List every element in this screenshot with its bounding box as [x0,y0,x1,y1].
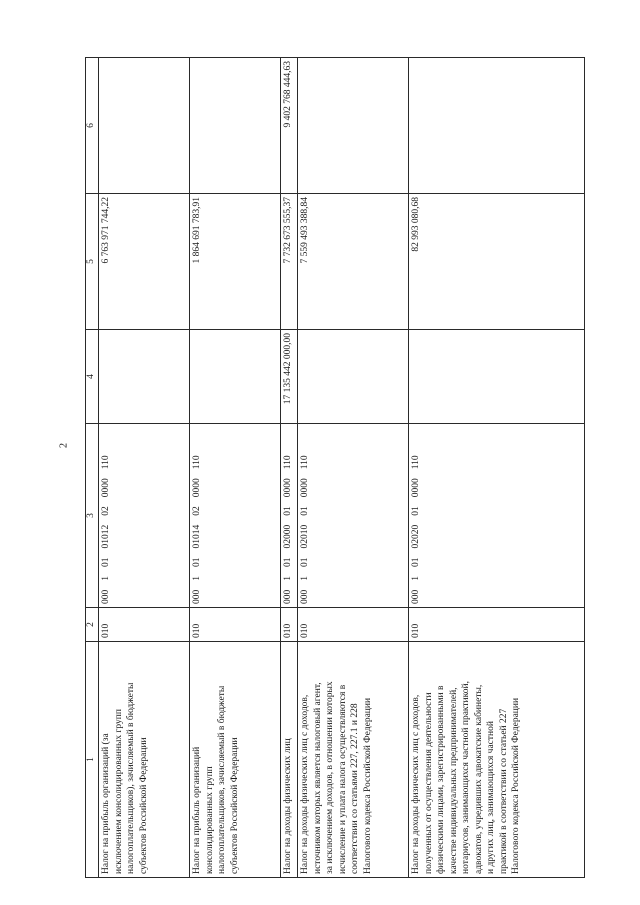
row-col6 [409,58,585,194]
name-line: адвокатов, учредивших адвокатские кабинеты, [473,684,484,874]
page-number: 2 [58,443,70,448]
row-name [281,642,298,878]
name-line: Налог на доходы физических лиц с доходов, [411,694,422,874]
row-name [409,642,585,878]
name-line: Налог на доходы физических лиц [283,738,294,874]
row-col5: 7 559 493 388,84 [298,194,409,330]
row-col4: 17 135 442 000,00 [281,330,298,424]
row-code: 010 [281,608,298,642]
row-code: 010 [409,608,585,642]
row-kbk: 00010101012020000110 [99,424,190,608]
row-col5: 6 763 971 744,22 [99,194,190,330]
name-line: субъектов Российской Федерации [229,737,240,874]
row-col5: 7 732 673 555,37 [281,194,298,330]
row-kbk: 00010101014020000110 [190,424,281,608]
row-col6 [99,58,190,194]
name-line: Налогового кодекса Российской Федерации [511,697,522,874]
income-table [85,57,585,878]
name-line: за исключением доходов, в отношении которых [325,681,336,874]
name-line: налогоплательщиков, зачисляемый в бюджеты [217,685,228,874]
name-line: источником которых является налоговый агент, [312,682,323,874]
row-col4 [99,330,190,424]
header-row [86,58,99,878]
row-col4 [409,330,585,424]
table-row [190,58,281,878]
row-col4 [298,330,409,424]
name-line: Налогового кодекса Российской Федерации [362,697,373,874]
name-line: исключением консолидированных групп [113,709,124,874]
name-line: Налог на прибыль организаций [192,746,203,874]
table-row [281,58,298,878]
row-col5: 1 864 691 783,91 [190,194,281,330]
row-name [190,642,281,878]
name-line: исчисление и уплата налога осуществляются в [337,684,348,874]
header-col-6: 6 [86,58,99,194]
header-col-5: 5 [86,194,99,330]
table-row [298,58,409,878]
name-line: соответствии со статьями 227, 227.1 и 228 [350,703,361,874]
row-kbk: 00010102000010000110 [281,424,298,608]
header-col-1: 1 [86,642,99,878]
row-code: 010 [298,608,409,642]
name-line: и других лиц, занимающихся частной [486,721,497,874]
row-col5: 82 993 080,68 [409,194,585,330]
header-col-3: 3 [86,424,99,608]
row-col6: 9 402 768 444,63 [281,58,298,194]
name-line: субъектов Российской Федерации [138,737,149,874]
name-line: практикой в соответствии со статьей 227 [498,708,509,874]
document-frame [85,58,585,878]
name-line: физическими лицами, зарегистрированными в [436,685,447,874]
name-line: нотариусов, занимающихся частной практикой, [461,681,472,874]
name-line: Налог на прибыль организаций (за [101,733,111,874]
row-kbk: 00010102020010000110 [409,424,585,608]
row-col6 [298,58,409,194]
table-row [99,58,190,878]
row-code: 010 [99,608,190,642]
row-col4 [190,330,281,424]
name-line: Налог на доходы физических лиц с доходов, [300,694,311,874]
row-col6 [190,58,281,194]
row-kbk: 00010102010010000110 [298,424,409,608]
header-col-2: 2 [86,608,99,642]
header-col-4: 4 [86,330,99,424]
name-line: консолидированных групп [204,766,215,874]
name-line: качестве индивидуальных предпринимателей, [448,687,459,874]
row-name [99,642,190,878]
name-line: полученных от осуществления деятельности [423,692,434,874]
row-name [298,642,409,878]
row-code: 010 [190,608,281,642]
table-row [409,58,585,878]
name-line: налогоплательщиков), зачисляемый в бюджеты [126,682,136,874]
